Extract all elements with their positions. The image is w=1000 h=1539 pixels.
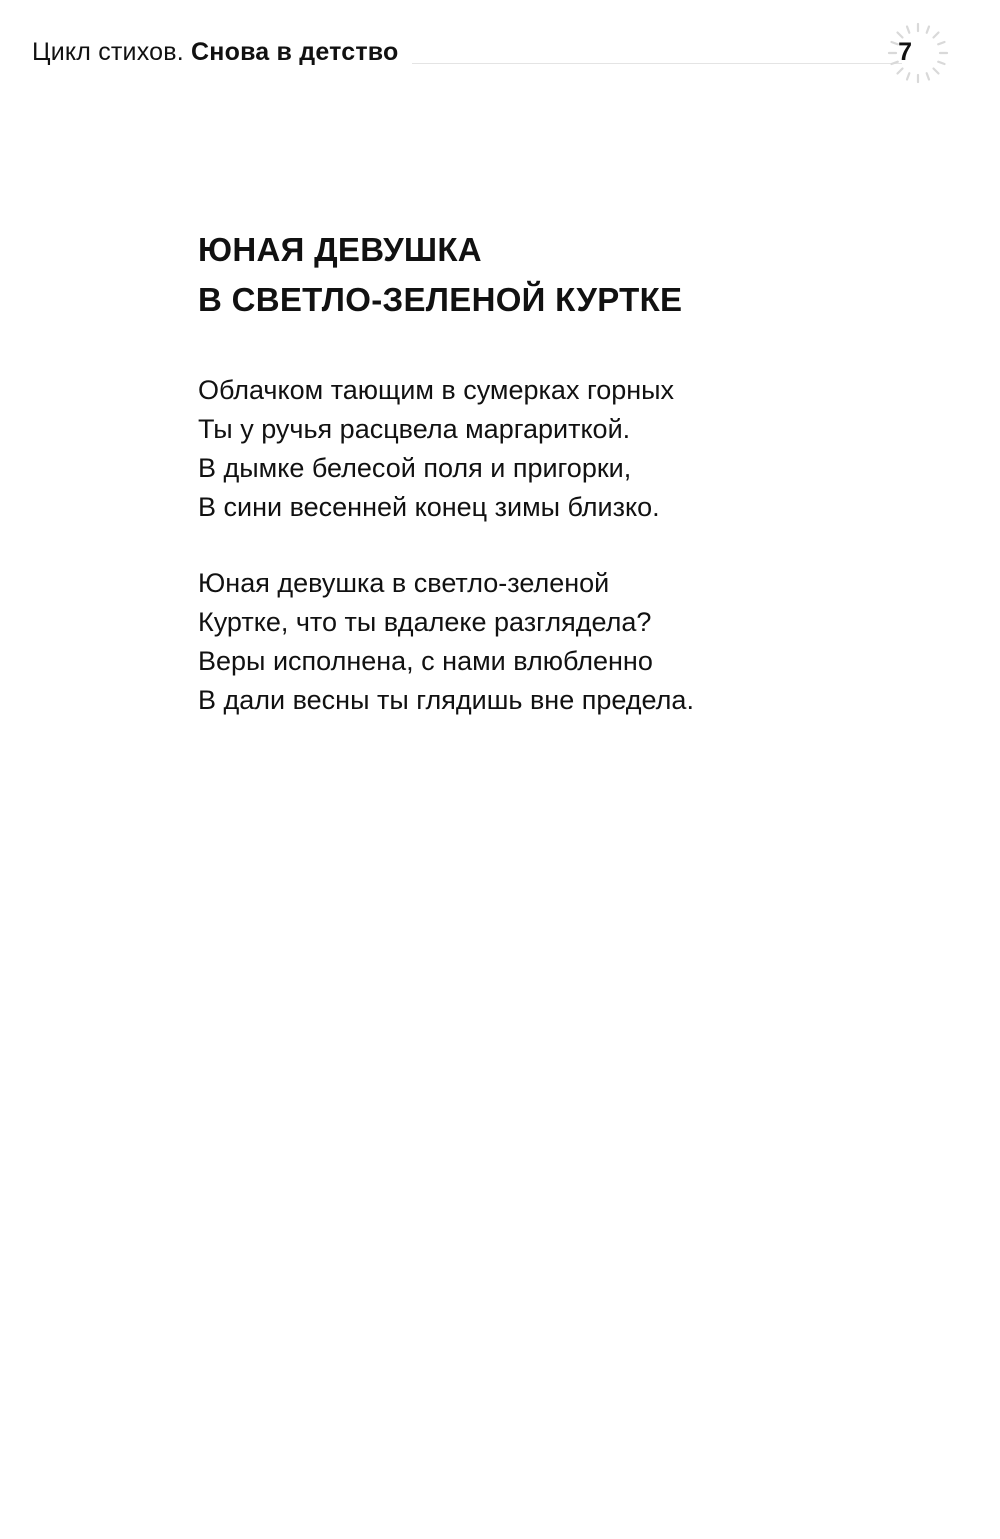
verse-line: Облачком тающим в сумерках горных xyxy=(198,375,675,405)
verse-line: Ты у ручья расцвела маргариткой. xyxy=(198,414,631,444)
series-prefix: Цикл стихов. xyxy=(32,38,184,66)
verse-line: В сини весенней конец зимы близко. xyxy=(198,492,660,522)
poem-title-line: ЮНАЯ ДЕВУШКА xyxy=(198,231,482,268)
poem xyxy=(198,225,918,720)
series-title: Снова в детство xyxy=(191,38,399,66)
poem-title xyxy=(198,225,918,325)
header-rule xyxy=(412,63,902,64)
series-heading xyxy=(32,38,399,67)
stanza xyxy=(198,564,918,720)
sun-ornament-icon xyxy=(883,18,953,88)
verse-line: Веры исполнена, с нами влюбленно xyxy=(198,646,653,676)
verse-line: Куртке, что ты вдалеке разглядела? xyxy=(198,607,652,637)
verse-line: Юная девушка в светло-зеленой xyxy=(198,568,610,598)
verse-line: В дымке белесой поля и пригорки, xyxy=(198,453,632,483)
verse-line: В дали весны ты глядишь вне предела. xyxy=(198,685,694,715)
running-header xyxy=(32,36,912,76)
stanza xyxy=(198,371,918,527)
poem-title-line: В СВЕТЛО-ЗЕЛЕНОЙ КУРТКЕ xyxy=(198,281,683,318)
page-number: 7 xyxy=(898,38,912,66)
